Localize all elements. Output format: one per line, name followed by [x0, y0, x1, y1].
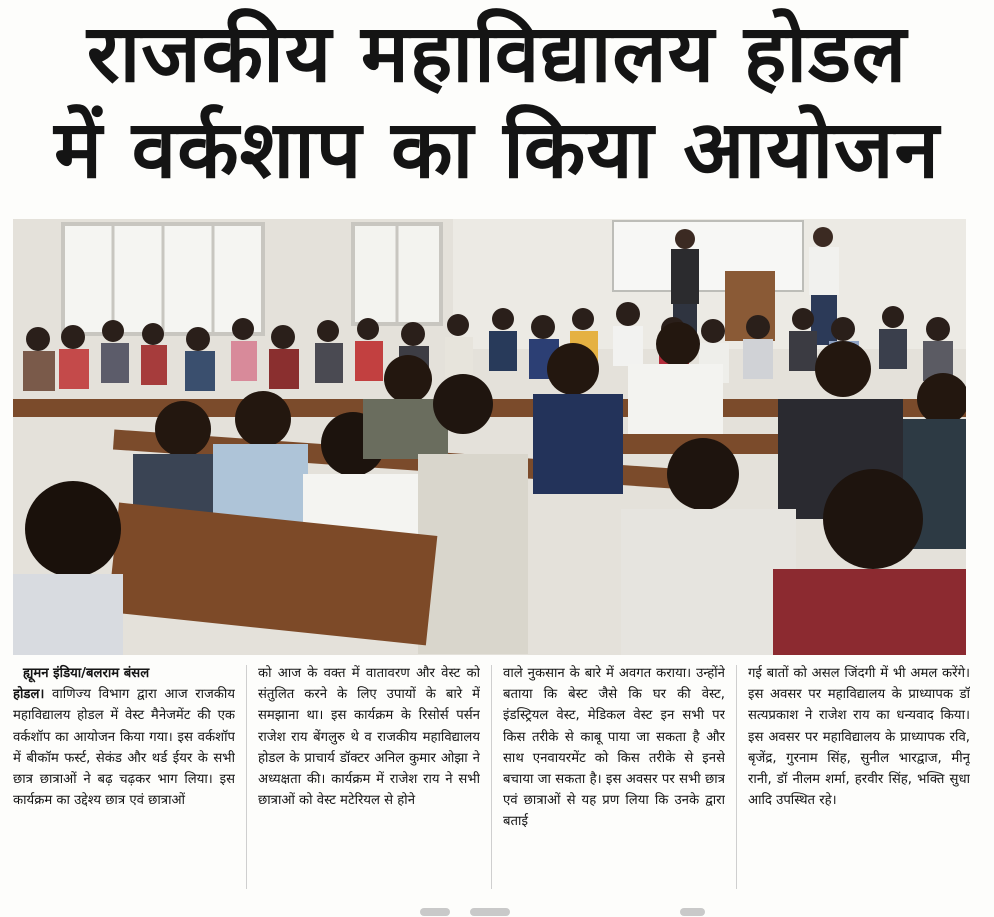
- headline: [0, 6, 994, 198]
- column-2-text: को आज के वक्त में वातावरण और वेस्ट को संतुलित करने के लिए उपायों के बारे में समझाना था। इस कार्यक्रम के रिसोर्स पर्सन राजेश राय बेंगलुरु थे व राजकीय महाविद्यालय होडल के प्राचार्य डॉक्टर अनिल कुमार ओझा ने अध्यक्षता की। कार्यक्रम में राजेश राय ने सभी छात्राओं को वेस्ट मटेरियल से होने: [258, 666, 480, 809]
- column-4-text: गई बातों को असल जिंदगी में भी अमल करेंगे। इस अवसर पर महाविद्यालय के प्राध्यापक डॉ सत्यप्रकाश ने राजेश राय का धन्यवाद किया। इस अवसर पर महाविद्यालय के प्राध्यापक रवि, बृजेंद्र, गुरनाम सिंह, सुनील भारद्वाज, मीनू रानी, डॉ नीलम शर्मा, हरवीर सिंह, भक्ति सुधा आदि उपस्थित रहे।: [748, 666, 970, 809]
- column-1-text: वाणिज्य विभाग द्वारा आज राजकीय महाविद्यालय होडल में वेस्ट मैनेजमेंट की एक वर्कशॉप का आयोजन किया गया। इस वर्कशॉप में बीकॉम फर्स्ट, सेकंड और थर्ड ईयर के सभी छात्र छात्राओं ने बढ़ चढ़कर भाग लिया। इस कार्यक्रम का उद्देश्य छात्र एवं छात्राओं: [13, 687, 235, 809]
- headline-line-1: राजकीय महाविद्यालय होडल: [86, 7, 908, 100]
- article-column-2: [258, 663, 480, 895]
- dateline: होडल।: [13, 687, 45, 703]
- article-column-1: [13, 663, 235, 895]
- classroom-photo-icon: [13, 219, 966, 655]
- column-divider: [736, 665, 737, 889]
- article-column-3: [503, 663, 725, 895]
- article-column-4: [748, 663, 970, 895]
- byline: ह्यूमन इंडिया/बलराम बंसल: [23, 666, 150, 681]
- column-divider: [246, 665, 247, 889]
- headline-line-2: में वर्कशाप का किया आयोजन: [54, 103, 940, 196]
- news-photo: [13, 219, 966, 655]
- column-divider: [491, 665, 492, 889]
- article-body: [13, 663, 973, 903]
- column-3-text: वाले नुकसान के बारे में अवगत कराया। उन्होंने बताया कि बेस्ट जैसे कि घर की वेस्ट, इंडस्ट्रियल वेस्ट, मेडिकल वेस्ट इन सभी पर किस तरीके से काबू पाया जा सकता है और साथ एनवायरमेंट को किस तरीके से इनसे बचाया जा सकता है। इस अवसर पर सभी छात्र एवं छात्राओं से यह प्रण लिया कि उनके द्वारा बताई: [503, 666, 725, 830]
- next-article-cutoff: [0, 906, 994, 917]
